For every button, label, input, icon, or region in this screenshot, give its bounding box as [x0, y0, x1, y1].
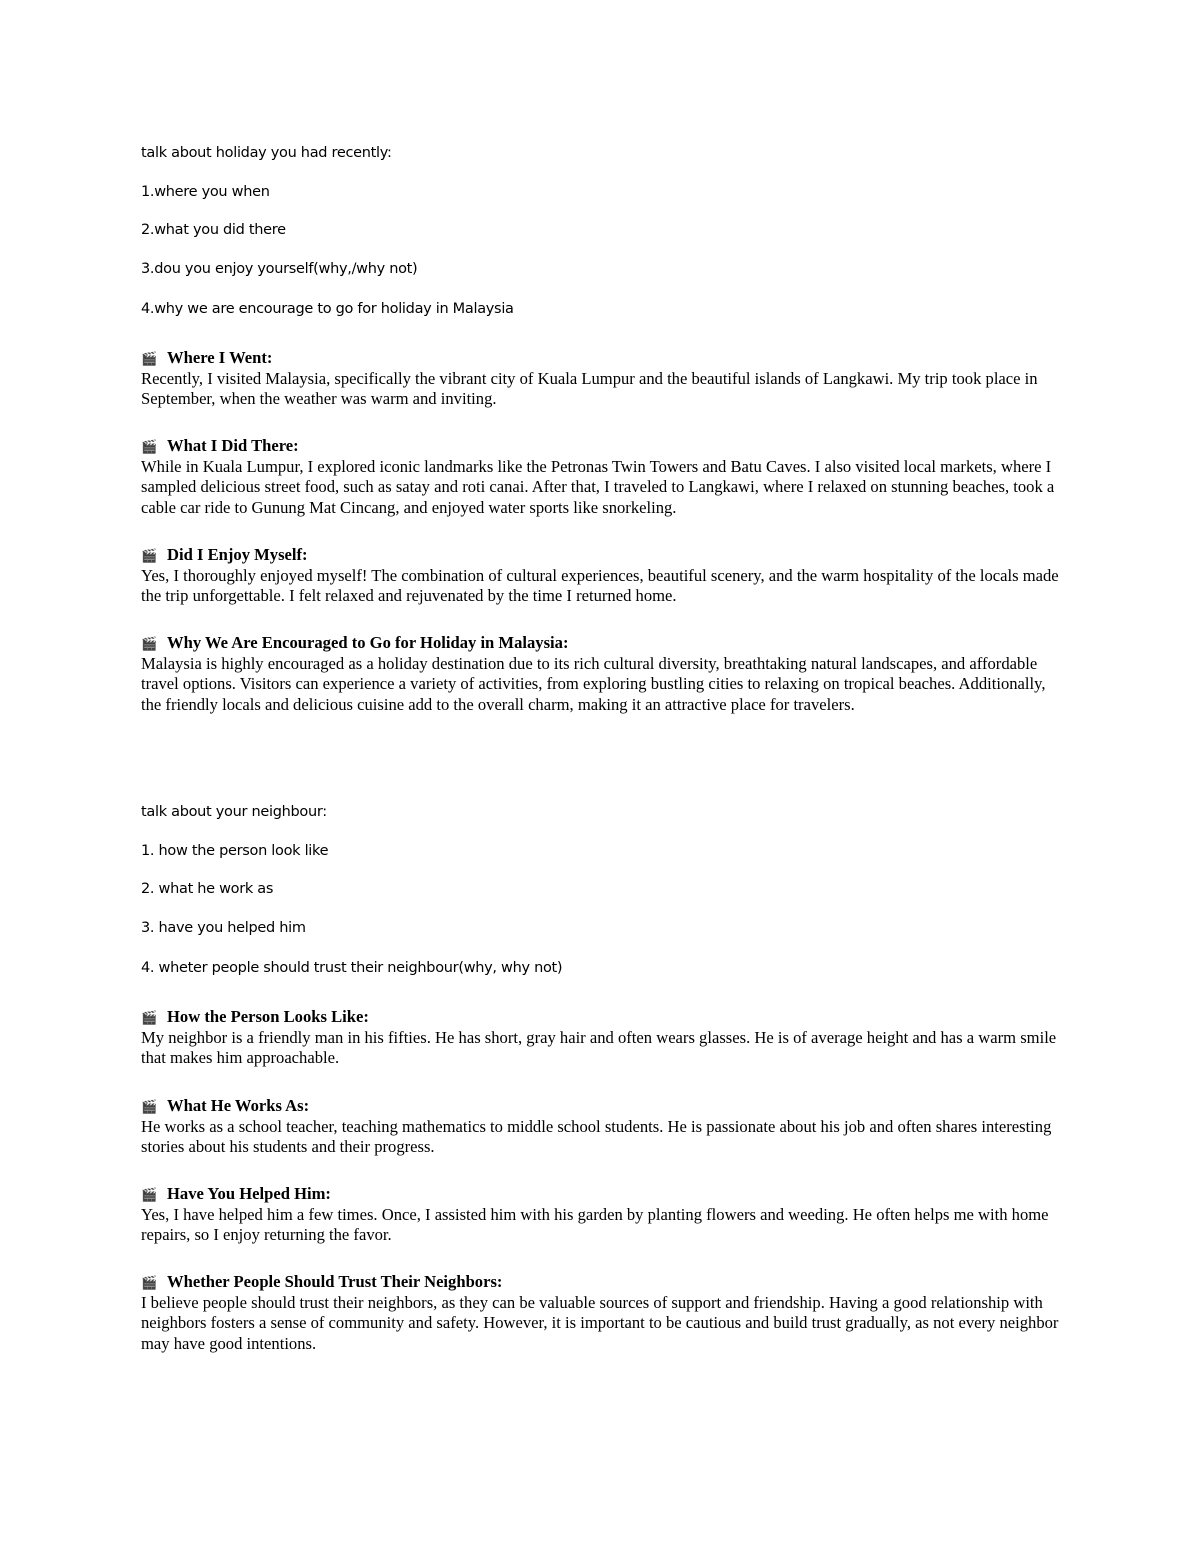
- prompt-item: 1.where you when: [141, 184, 270, 200]
- answer-body: Yes, I have helped him a few times. Once, I assisted him with his garden by planting flowers and weeding. He often helps me with home repairs, so I enjoy returning the favor.: [141, 1204, 1049, 1245]
- prompt-item: 2. what he work as: [141, 881, 274, 897]
- answer-block: [141, 348, 1066, 410]
- answer-body: My neighbor is a friendly man in his fifties. He has short, gray hair and often wears glasses. He is of average height and has a warm smile that makes him approachable.: [141, 1027, 1057, 1068]
- answer-heading-text: Have You Helped Him:: [167, 1184, 331, 1203]
- prompt-item: 4. wheter people should trust their neighbour(why, why not): [141, 960, 563, 976]
- answer-heading: [141, 436, 1066, 457]
- clapperboard-icon: 🎬: [141, 1099, 158, 1114]
- answer-block: [141, 1096, 1066, 1158]
- answer-heading-text: How the Person Looks Like:: [167, 1007, 369, 1026]
- prompt-item: 4.why we are encourage to go for holiday in Malaysia: [141, 301, 514, 317]
- prompt-item: 3. have you helped him: [141, 920, 306, 936]
- answer-heading: [141, 633, 1066, 654]
- prompt-item: 3.dou you enjoy yourself(why,/why not): [141, 261, 418, 277]
- answer-body: Yes, I thoroughly enjoyed myself! The combination of cultural experiences, beautiful scenery, and the warm hospitality of the locals made the trip unforgettable. I felt relaxed and rejuvenated by the time I returned home.: [141, 565, 1059, 606]
- answer-body: He works as a school teacher, teaching mathematics to middle school students. He is passionate about his job and often shares interesting stories about his students and their progress.: [141, 1116, 1052, 1157]
- answer-block: [141, 633, 1066, 715]
- prompt-item: 2.what you did there: [141, 222, 286, 238]
- answer-heading: [141, 1184, 1066, 1205]
- answer-heading: [141, 1007, 1066, 1028]
- answer-heading-text: What He Works As:: [167, 1096, 310, 1115]
- clapperboard-icon: 🎬: [141, 439, 158, 454]
- answer-heading-text: Why We Are Encouraged to Go for Holiday in Malaysia:: [167, 633, 569, 652]
- answer-block: [141, 1272, 1066, 1354]
- answer-heading-text: Whether People Should Trust Their Neighbors:: [167, 1272, 503, 1291]
- answer-heading: [141, 348, 1066, 369]
- clapperboard-icon: 🎬: [141, 351, 158, 366]
- prompt-title: talk about your neighbour:: [141, 804, 327, 820]
- answer-heading-text: Did I Enjoy Myself:: [167, 545, 308, 564]
- answer-body: While in Kuala Lumpur, I explored iconic landmarks like the Petronas Twin Towers and Batu Caves. I also visited local markets, where I sampled delicious street food, such as satay and roti canai. After that, I traveled to Langkawi, where I relaxed on stunning beaches, took a cable car ride to Gunung Mat Cincang, and enjoyed water sports like snorkeling.: [141, 456, 1055, 517]
- answer-heading: [141, 1272, 1066, 1293]
- clapperboard-icon: 🎬: [141, 548, 158, 563]
- clapperboard-icon: 🎬: [141, 1010, 158, 1025]
- clapperboard-icon: 🎬: [141, 636, 158, 651]
- prompt-item: 1. how the person look like: [141, 843, 329, 859]
- clapperboard-icon: 🎬: [141, 1187, 158, 1202]
- answer-block: [141, 436, 1066, 518]
- answer-heading-text: What I Did There:: [167, 436, 299, 455]
- answer-heading-text: Where I Went:: [167, 348, 273, 367]
- answer-block: [141, 1184, 1066, 1246]
- clapperboard-icon: 🎬: [141, 1275, 158, 1290]
- answer-heading: [141, 1096, 1066, 1117]
- answer-body: Malaysia is highly encouraged as a holiday destination due to its rich cultural diversity, breathtaking natural landscapes, and affordable travel options. Visitors can experience a variety of activities, from exploring bustling cities to relaxing on tropical beaches. Additionally, the friendly locals and delicious cuisine add to the overall charm, making it an attractive place for travelers.: [141, 653, 1046, 714]
- answer-heading: [141, 545, 1066, 566]
- answer-body: I believe people should trust their neighbors, as they can be valuable sources of support and friendship. Having a good relationship with neighbors fosters a sense of community and safety. However, it is important to be cautious and build trust gradually, as not every neighbor may have good intentions.: [141, 1292, 1059, 1353]
- answer-block: [141, 545, 1066, 607]
- answer-block: [141, 1007, 1066, 1069]
- prompt-title: talk about holiday you had recently:: [141, 145, 392, 161]
- answer-body: Recently, I visited Malaysia, specifically the vibrant city of Kuala Lumpur and the beautiful islands of Langkawi. My trip took place in September, when the weather was warm and inviting.: [141, 368, 1038, 409]
